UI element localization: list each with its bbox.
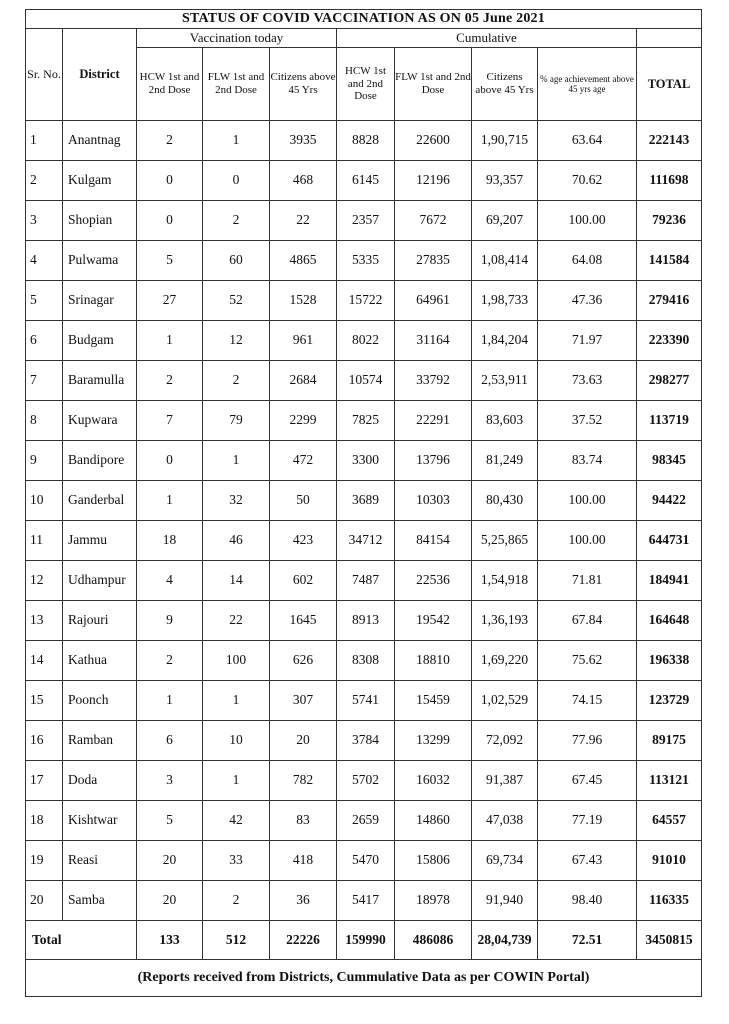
citizens-today-cell: 961 <box>270 321 337 361</box>
hcw-today-cell: 0 <box>137 161 203 201</box>
hcw-cumulative-cell: 2357 <box>337 201 395 241</box>
header-citizens-cumulative: Citizens above 45 Yrs <box>472 48 538 121</box>
page-title: STATUS OF COVID VACCINATION AS ON 05 June 2021 <box>26 10 702 29</box>
hcw-today-cell: 9 <box>137 601 203 641</box>
citizens-cumulative-cell: 1,54,918 <box>472 561 538 601</box>
citizens-today-cell: 1645 <box>270 601 337 641</box>
hcw-cumulative-cell: 3300 <box>337 441 395 481</box>
percent-cell: 77.19 <box>538 801 637 841</box>
percent-cell: 98.40 <box>538 881 637 921</box>
district-cell: Baramulla <box>63 361 137 401</box>
district-cell: Srinagar <box>63 281 137 321</box>
flw-today-cell: 33 <box>203 841 270 881</box>
table-row <box>26 281 702 321</box>
citizens-today-cell: 626 <box>270 641 337 681</box>
citizens-today-cell: 782 <box>270 761 337 801</box>
percent-cell: 75.62 <box>538 641 637 681</box>
flw-cumulative-cell: 13299 <box>395 721 472 761</box>
flw-today-cell: 1 <box>203 441 270 481</box>
flw-cumulative-cell: 7672 <box>395 201 472 241</box>
flw-cumulative-cell: 18810 <box>395 641 472 681</box>
header-sr-no: Sr. No. <box>26 29 63 121</box>
citizens-today-cell: 22 <box>270 201 337 241</box>
total-cell: 164648 <box>637 601 702 641</box>
hcw-today-cell: 5 <box>137 801 203 841</box>
sr-no-cell: 5 <box>26 281 63 321</box>
flw-today-cell: 0 <box>203 161 270 201</box>
flw-today-cell: 32 <box>203 481 270 521</box>
header-total: TOTAL <box>637 48 702 121</box>
district-cell: Udhampur <box>63 561 137 601</box>
flw-today-cell: 2 <box>203 201 270 241</box>
hcw-cumulative-cell: 8913 <box>337 601 395 641</box>
district-cell: Anantnag <box>63 121 137 161</box>
flw-cumulative-cell: 15459 <box>395 681 472 721</box>
citizens-today-cell: 2299 <box>270 401 337 441</box>
total-cell: 196338 <box>637 641 702 681</box>
header-flw-today: FLW 1st and 2nd Dose <box>203 48 270 121</box>
table-row <box>26 481 702 521</box>
hcw-today-cell: 0 <box>137 441 203 481</box>
citizens-cumulative-cell: 93,357 <box>472 161 538 201</box>
sr-no-cell: 8 <box>26 401 63 441</box>
hcw-today-cell: 20 <box>137 841 203 881</box>
hcw-cumulative-cell: 5417 <box>337 881 395 921</box>
hcw-cumulative-cell: 7825 <box>337 401 395 441</box>
total-cell: 3450815 <box>637 921 702 960</box>
percent-cell: 100.00 <box>538 201 637 241</box>
district-cell: Jammu <box>63 521 137 561</box>
citizens-cumulative-cell: 47,038 <box>472 801 538 841</box>
table-row <box>26 241 702 281</box>
district-cell: Kulgam <box>63 161 137 201</box>
district-cell: Ramban <box>63 721 137 761</box>
table-row <box>26 801 702 841</box>
sr-no-cell: 15 <box>26 681 63 721</box>
table-row <box>26 721 702 761</box>
header-hcw-cumulative: HCW 1st and 2nd Dose <box>337 48 395 121</box>
total-cell: 28,04,739 <box>472 921 538 960</box>
flw-cumulative-cell: 31164 <box>395 321 472 361</box>
hcw-cumulative-cell: 8828 <box>337 121 395 161</box>
citizens-today-cell: 36 <box>270 881 337 921</box>
citizens-cumulative-cell: 91,940 <box>472 881 538 921</box>
total-cell: 111698 <box>637 161 702 201</box>
flw-cumulative-cell: 84154 <box>395 521 472 561</box>
hcw-today-cell: 18 <box>137 521 203 561</box>
hcw-today-cell: 3 <box>137 761 203 801</box>
table-row <box>26 561 702 601</box>
citizens-cumulative-cell: 81,249 <box>472 441 538 481</box>
total-cell: 79236 <box>637 201 702 241</box>
hcw-cumulative-cell: 10574 <box>337 361 395 401</box>
percent-cell: 67.45 <box>538 761 637 801</box>
total-cell: 141584 <box>637 241 702 281</box>
percent-cell: 74.15 <box>538 681 637 721</box>
total-row <box>26 921 702 960</box>
total-cell: 116335 <box>637 881 702 921</box>
citizens-today-cell: 4865 <box>270 241 337 281</box>
citizens-cumulative-cell: 1,08,414 <box>472 241 538 281</box>
total-cell: 89175 <box>637 721 702 761</box>
total-cell: 223390 <box>637 321 702 361</box>
percent-cell: 67.43 <box>538 841 637 881</box>
hcw-cumulative-cell: 3784 <box>337 721 395 761</box>
footer-note: (Reports received from Districts, Cummulative Data as per COWIN Portal) <box>26 960 702 997</box>
hcw-cumulative-cell: 5470 <box>337 841 395 881</box>
table-row <box>26 881 702 921</box>
citizens-today-cell: 20 <box>270 721 337 761</box>
citizens-cumulative-cell: 69,207 <box>472 201 538 241</box>
flw-cumulative-cell: 18978 <box>395 881 472 921</box>
district-cell: Doda <box>63 761 137 801</box>
hcw-cumulative-cell: 8308 <box>337 641 395 681</box>
flw-cumulative-cell: 16032 <box>395 761 472 801</box>
total-cell: 123729 <box>637 681 702 721</box>
header-citizens-today: Citizens above 45 Yrs <box>270 48 337 121</box>
table-row <box>26 841 702 881</box>
header-flw-cumulative: FLW 1st and 2nd Dose <box>395 48 472 121</box>
hcw-today-cell: 1 <box>137 321 203 361</box>
percent-cell: 47.36 <box>538 281 637 321</box>
total-label: Total <box>26 921 137 960</box>
header-hcw-today: HCW 1st and 2nd Dose <box>137 48 203 121</box>
percent-cell: 63.64 <box>538 121 637 161</box>
table-row <box>26 641 702 681</box>
citizens-cumulative-cell: 1,69,220 <box>472 641 538 681</box>
citizens-today-cell: 468 <box>270 161 337 201</box>
header-percent-achievement: % age achievement above 45 yrs age <box>538 48 637 121</box>
total-cell: 512 <box>203 921 270 960</box>
total-cell: 133 <box>137 921 203 960</box>
flw-cumulative-cell: 64961 <box>395 281 472 321</box>
vaccination-status-table <box>25 9 702 997</box>
citizens-cumulative-cell: 80,430 <box>472 481 538 521</box>
flw-today-cell: 52 <box>203 281 270 321</box>
district-cell: Kathua <box>63 641 137 681</box>
flw-today-cell: 1 <box>203 681 270 721</box>
hcw-today-cell: 6 <box>137 721 203 761</box>
table-row <box>26 321 702 361</box>
total-cell: 98345 <box>637 441 702 481</box>
flw-cumulative-cell: 33792 <box>395 361 472 401</box>
table-row <box>26 761 702 801</box>
citizens-today-cell: 3935 <box>270 121 337 161</box>
hcw-cumulative-cell: 5702 <box>337 761 395 801</box>
hcw-cumulative-cell: 5741 <box>337 681 395 721</box>
flw-cumulative-cell: 10303 <box>395 481 472 521</box>
district-cell: Kishtwar <box>63 801 137 841</box>
district-cell: Reasi <box>63 841 137 881</box>
hcw-today-cell: 27 <box>137 281 203 321</box>
citizens-today-cell: 423 <box>270 521 337 561</box>
district-cell: Poonch <box>63 681 137 721</box>
hcw-today-cell: 5 <box>137 241 203 281</box>
sr-no-cell: 9 <box>26 441 63 481</box>
percent-cell: 67.84 <box>538 601 637 641</box>
citizens-cumulative-cell: 1,36,193 <box>472 601 538 641</box>
flw-cumulative-cell: 15806 <box>395 841 472 881</box>
table-row <box>26 681 702 721</box>
percent-cell: 71.97 <box>538 321 637 361</box>
citizens-cumulative-cell: 83,603 <box>472 401 538 441</box>
percent-cell: 70.62 <box>538 161 637 201</box>
sr-no-cell: 13 <box>26 601 63 641</box>
hcw-cumulative-cell: 34712 <box>337 521 395 561</box>
total-cell: 22226 <box>270 921 337 960</box>
percent-cell: 71.81 <box>538 561 637 601</box>
citizens-today-cell: 1528 <box>270 281 337 321</box>
hcw-today-cell: 7 <box>137 401 203 441</box>
table-row <box>26 121 702 161</box>
percent-cell: 37.52 <box>538 401 637 441</box>
sr-no-cell: 10 <box>26 481 63 521</box>
hcw-today-cell: 4 <box>137 561 203 601</box>
citizens-cumulative-cell: 5,25,865 <box>472 521 538 561</box>
district-cell: Budgam <box>63 321 137 361</box>
sr-no-cell: 2 <box>26 161 63 201</box>
total-cell: 72.51 <box>538 921 637 960</box>
flw-cumulative-cell: 12196 <box>395 161 472 201</box>
hcw-today-cell: 20 <box>137 881 203 921</box>
district-cell: Bandipore <box>63 441 137 481</box>
sr-no-cell: 16 <box>26 721 63 761</box>
flw-today-cell: 12 <box>203 321 270 361</box>
table-row <box>26 161 702 201</box>
header-group-cumulative: Cumulative <box>337 29 637 48</box>
table-row <box>26 521 702 561</box>
header-blank <box>637 29 702 48</box>
total-cell: 486086 <box>395 921 472 960</box>
hcw-today-cell: 0 <box>137 201 203 241</box>
hcw-cumulative-cell: 2659 <box>337 801 395 841</box>
sr-no-cell: 7 <box>26 361 63 401</box>
citizens-cumulative-cell: 1,90,715 <box>472 121 538 161</box>
flw-today-cell: 2 <box>203 361 270 401</box>
flw-cumulative-cell: 14860 <box>395 801 472 841</box>
percent-cell: 83.74 <box>538 441 637 481</box>
hcw-cumulative-cell: 7487 <box>337 561 395 601</box>
sr-no-cell: 1 <box>26 121 63 161</box>
citizens-cumulative-cell: 91,387 <box>472 761 538 801</box>
percent-cell: 100.00 <box>538 481 637 521</box>
hcw-cumulative-cell: 6145 <box>337 161 395 201</box>
citizens-cumulative-cell: 1,02,529 <box>472 681 538 721</box>
flw-today-cell: 60 <box>203 241 270 281</box>
citizens-cumulative-cell: 72,092 <box>472 721 538 761</box>
total-cell: 64557 <box>637 801 702 841</box>
flw-today-cell: 1 <box>203 761 270 801</box>
hcw-today-cell: 2 <box>137 641 203 681</box>
sr-no-cell: 14 <box>26 641 63 681</box>
district-cell: Pulwama <box>63 241 137 281</box>
citizens-cumulative-cell: 1,98,733 <box>472 281 538 321</box>
sr-no-cell: 6 <box>26 321 63 361</box>
citizens-today-cell: 83 <box>270 801 337 841</box>
table-row <box>26 601 702 641</box>
table-row <box>26 361 702 401</box>
total-cell: 222143 <box>637 121 702 161</box>
citizens-today-cell: 307 <box>270 681 337 721</box>
hcw-today-cell: 1 <box>137 681 203 721</box>
hcw-today-cell: 1 <box>137 481 203 521</box>
flw-cumulative-cell: 22536 <box>395 561 472 601</box>
table-body <box>26 121 702 921</box>
hcw-today-cell: 2 <box>137 121 203 161</box>
citizens-today-cell: 472 <box>270 441 337 481</box>
total-cell: 279416 <box>637 281 702 321</box>
hcw-cumulative-cell: 3689 <box>337 481 395 521</box>
sr-no-cell: 17 <box>26 761 63 801</box>
flw-today-cell: 1 <box>203 121 270 161</box>
header-group-today: Vaccination today <box>137 29 337 48</box>
sr-no-cell: 4 <box>26 241 63 281</box>
flw-today-cell: 42 <box>203 801 270 841</box>
total-cell: 113121 <box>637 761 702 801</box>
citizens-cumulative-cell: 1,84,204 <box>472 321 538 361</box>
sr-no-cell: 19 <box>26 841 63 881</box>
flw-cumulative-cell: 27835 <box>395 241 472 281</box>
sr-no-cell: 3 <box>26 201 63 241</box>
citizens-today-cell: 602 <box>270 561 337 601</box>
flw-cumulative-cell: 19542 <box>395 601 472 641</box>
district-cell: Kupwara <box>63 401 137 441</box>
flw-today-cell: 2 <box>203 881 270 921</box>
flw-today-cell: 10 <box>203 721 270 761</box>
district-cell: Shopian <box>63 201 137 241</box>
total-cell: 94422 <box>637 481 702 521</box>
district-cell: Ganderbal <box>63 481 137 521</box>
flw-today-cell: 46 <box>203 521 270 561</box>
district-cell: Rajouri <box>63 601 137 641</box>
percent-cell: 73.63 <box>538 361 637 401</box>
percent-cell: 100.00 <box>538 521 637 561</box>
sr-no-cell: 11 <box>26 521 63 561</box>
sr-no-cell: 18 <box>26 801 63 841</box>
citizens-cumulative-cell: 2,53,911 <box>472 361 538 401</box>
sr-no-cell: 20 <box>26 881 63 921</box>
flw-cumulative-cell: 22291 <box>395 401 472 441</box>
total-cell: 298277 <box>637 361 702 401</box>
total-cell: 159990 <box>337 921 395 960</box>
sr-no-cell: 12 <box>26 561 63 601</box>
hcw-cumulative-cell: 15722 <box>337 281 395 321</box>
citizens-cumulative-cell: 69,734 <box>472 841 538 881</box>
percent-cell: 77.96 <box>538 721 637 761</box>
total-cell: 184941 <box>637 561 702 601</box>
flw-cumulative-cell: 13796 <box>395 441 472 481</box>
hcw-cumulative-cell: 5335 <box>337 241 395 281</box>
flw-today-cell: 100 <box>203 641 270 681</box>
header-district: District <box>63 29 137 121</box>
flw-today-cell: 22 <box>203 601 270 641</box>
hcw-cumulative-cell: 8022 <box>337 321 395 361</box>
hcw-today-cell: 2 <box>137 361 203 401</box>
total-cell: 113719 <box>637 401 702 441</box>
table-row <box>26 441 702 481</box>
citizens-today-cell: 2684 <box>270 361 337 401</box>
table-row <box>26 201 702 241</box>
citizens-today-cell: 418 <box>270 841 337 881</box>
total-cell: 91010 <box>637 841 702 881</box>
district-cell: Samba <box>63 881 137 921</box>
flw-today-cell: 79 <box>203 401 270 441</box>
total-cell: 644731 <box>637 521 702 561</box>
flw-cumulative-cell: 22600 <box>395 121 472 161</box>
citizens-today-cell: 50 <box>270 481 337 521</box>
table-row <box>26 401 702 441</box>
flw-today-cell: 14 <box>203 561 270 601</box>
percent-cell: 64.08 <box>538 241 637 281</box>
